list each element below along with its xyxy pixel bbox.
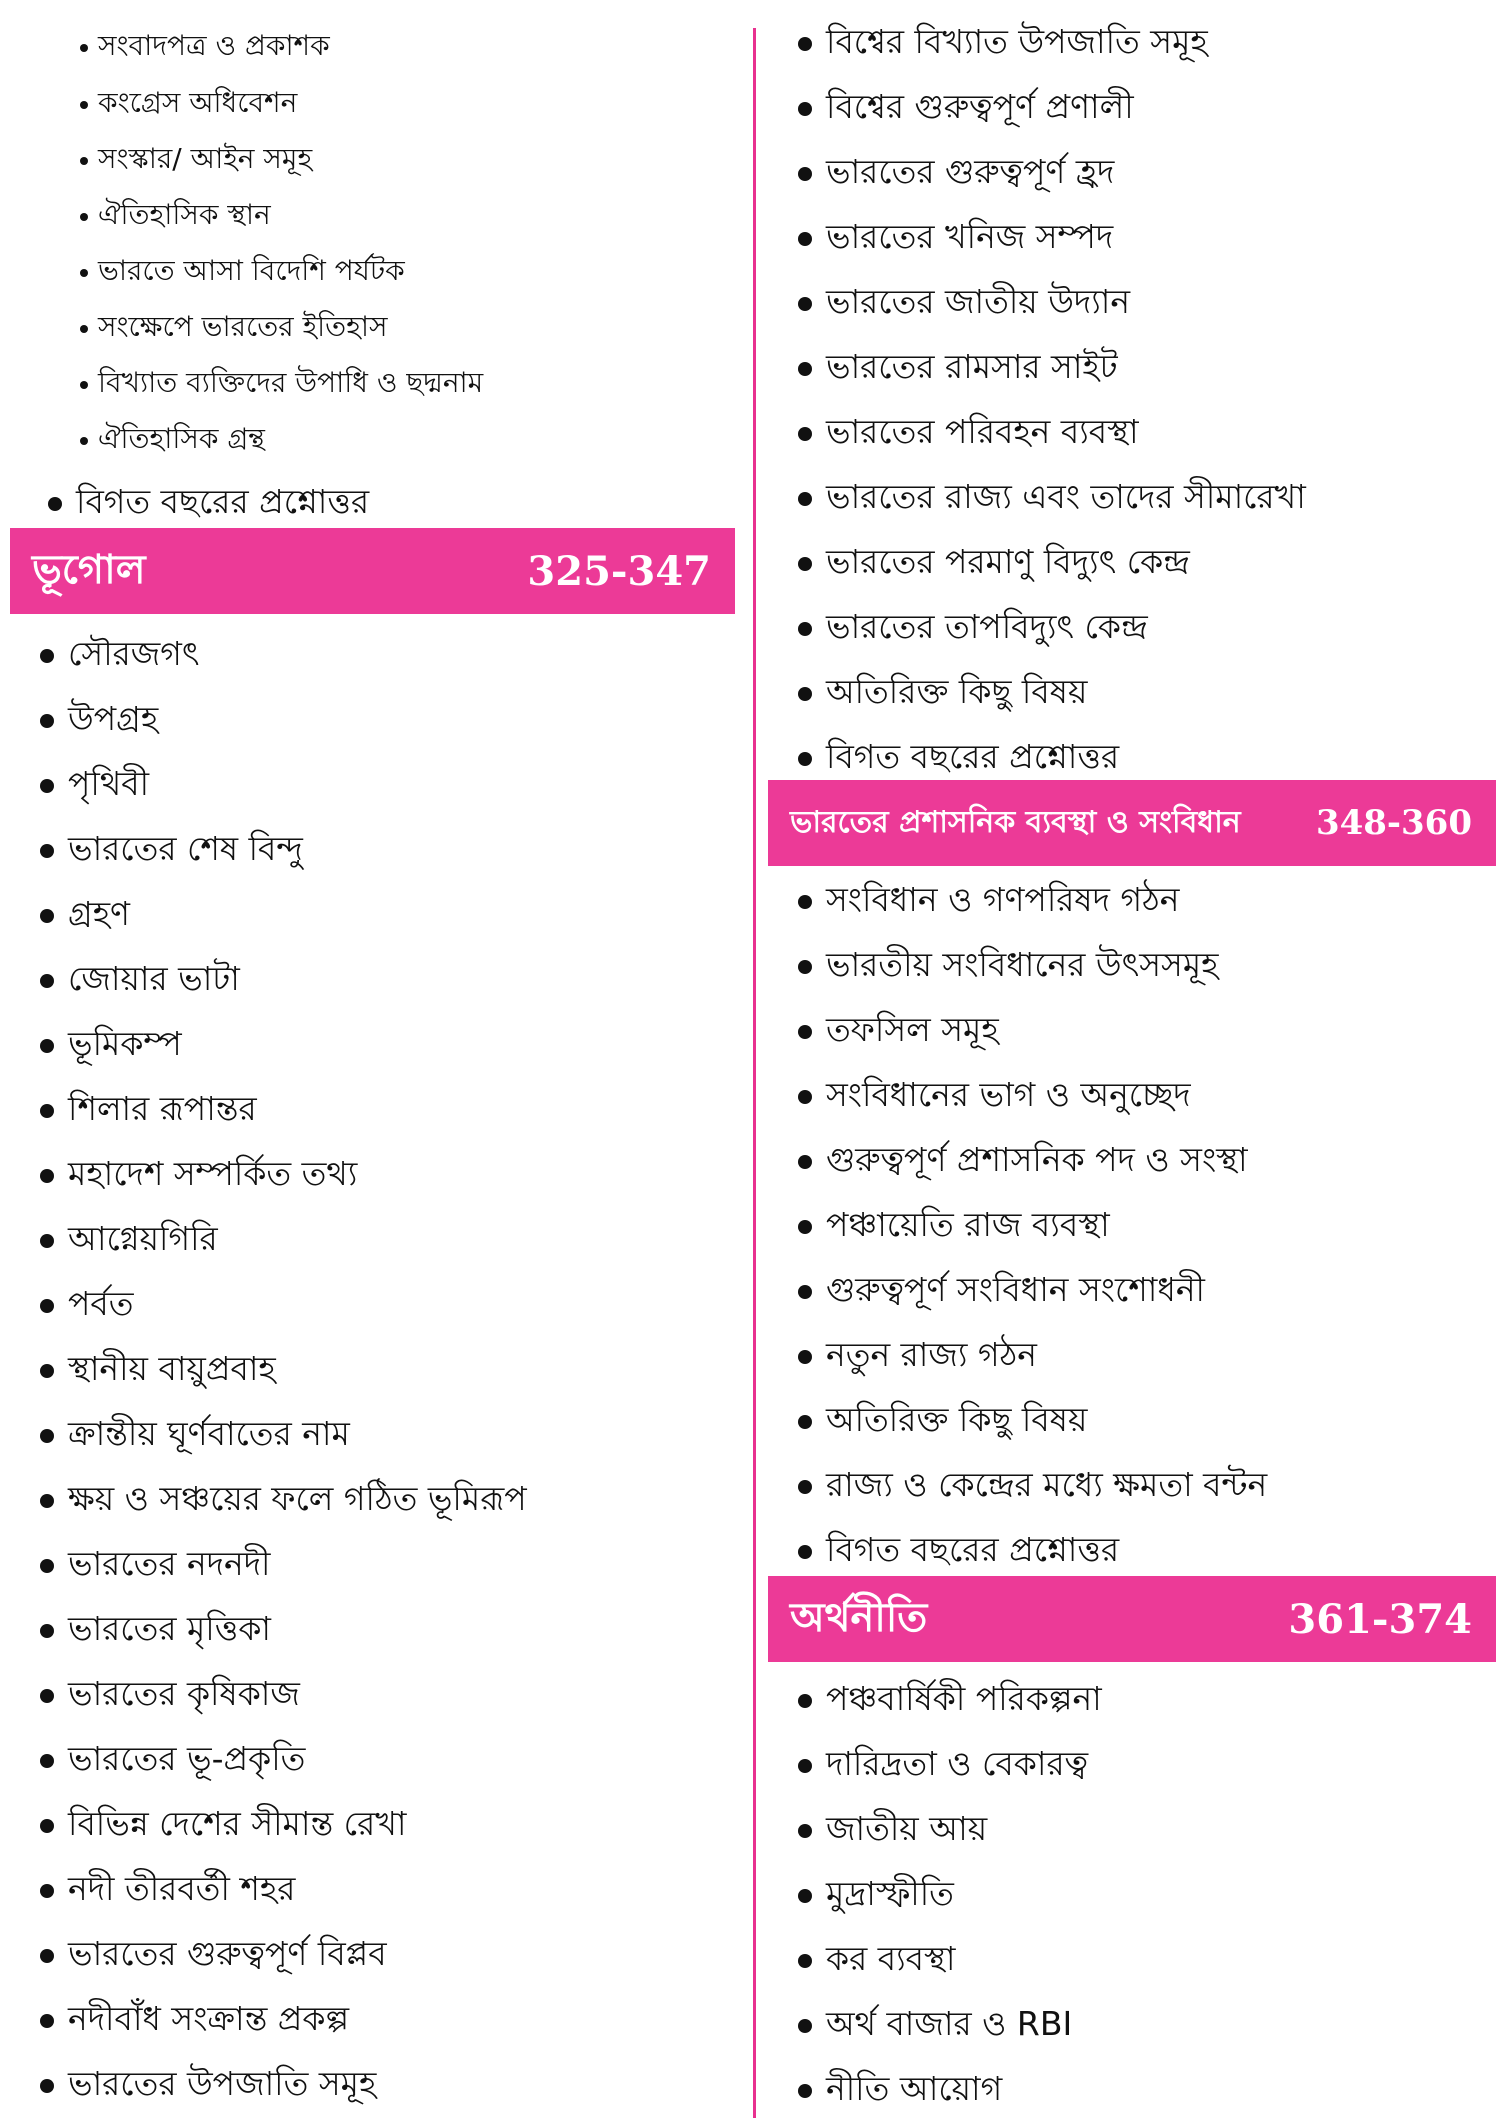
list-item: ভারতে আসা বিদেশি পর্যটক — [80, 249, 405, 296]
list-item: ভারতের রামসার সাইট — [798, 341, 1118, 397]
list-item: গুরুত্বপূর্ণ সংবিধান সংশোধনী — [798, 1264, 1205, 1320]
bullet-icon — [80, 44, 88, 52]
list-item: সংস্কার/ আইন সমূহ — [80, 137, 312, 184]
list-item: অর্থ বাজার ও RBI — [798, 1998, 1072, 2054]
bullet-icon — [80, 437, 88, 445]
bullet-icon — [798, 2084, 812, 2098]
bullet-icon — [40, 1234, 54, 1248]
list-item: মহাদেশ সম্পর্কিত তথ্য — [40, 1148, 357, 1204]
bullet-icon — [40, 909, 54, 923]
section-pages: 361-374 — [1288, 1595, 1472, 1643]
list-item: ভারতের উপজাতি সমূহ — [40, 2058, 376, 2114]
bullet-icon — [798, 1090, 812, 1104]
bullet-icon — [798, 167, 812, 181]
bullet-icon — [798, 1480, 812, 1494]
bullet-icon — [80, 381, 88, 389]
bullet-icon — [40, 1169, 54, 1183]
list-item: ভারতের ভূ-প্রকৃতি — [40, 1733, 305, 1789]
bullet-icon — [798, 1824, 812, 1838]
list-item: ভারতের পরিবহন ব্যবস্থা — [798, 406, 1139, 462]
bullet-icon — [40, 1754, 54, 1768]
list-item: কর ব্যবস্থা — [798, 1933, 955, 1989]
bullet-icon — [40, 2014, 54, 2028]
list-item: বিভিন্ন দেশের সীমান্ত রেখা — [40, 1798, 406, 1854]
bullet-icon — [798, 1694, 812, 1708]
list-item: পঞ্চায়েতি রাজ ব্যবস্থা — [798, 1199, 1110, 1255]
list-item: সংবিধান ও গণপরিষদ গঠন — [798, 874, 1179, 930]
bullet-icon — [798, 1415, 812, 1429]
section-header-administration — [768, 780, 1496, 866]
list-item: নদী তীরবর্তী শহর — [40, 1863, 295, 1919]
section-title: ভূগোল — [32, 546, 146, 593]
list-item: বিশ্বের বিখ্যাত উপজাতি সমূহ — [798, 16, 1208, 72]
section-header-geography — [10, 528, 735, 614]
list-item: অতিরিক্ত কিছু বিষয় — [798, 666, 1087, 722]
list-item: সংক্ষেপে ভারতের ইতিহাস — [80, 305, 388, 352]
bullet-icon — [798, 1350, 812, 1364]
list-item: ক্ষয় ও সঞ্চয়ের ফলে গঠিত ভূমিরূপ — [40, 1473, 527, 1529]
list-item: আগ্নেয়গিরি — [40, 1213, 218, 1269]
list-item: ভারতের নদনদী — [40, 1538, 270, 1594]
list-item: নতুন রাজ্য গঠন — [798, 1329, 1037, 1385]
list-item: ঐতিহাসিক গ্রন্থ — [80, 417, 265, 464]
list-item: বিগত বছরের প্রশ্নোত্তর — [798, 1524, 1119, 1580]
list-item: পৃথিবী — [40, 758, 149, 814]
list-item: ভারতীয় সংবিধানের উৎসসমূহ — [798, 939, 1219, 995]
list-item: অতিরিক্ত কিছু বিষয় — [798, 1394, 1087, 1450]
bullet-icon — [798, 297, 812, 311]
list-item: গ্রহণ — [40, 888, 130, 944]
list-item: নীতি আয়োগ — [798, 2063, 1002, 2119]
column-divider — [753, 28, 756, 2118]
bullet-icon — [40, 1949, 54, 1963]
bullet-icon — [40, 1624, 54, 1638]
bullet-icon — [40, 974, 54, 988]
list-item: স্থানীয় বায়ুপ্রবাহ — [40, 1343, 276, 1399]
section-header-economy — [768, 1576, 1496, 1662]
list-item: বিশ্বের গুরুত্বপূর্ণ প্রণালী — [798, 81, 1134, 137]
section-title: ভারতের প্রশাসনিক ব্যবস্থা ও সংবিধান — [790, 804, 1241, 840]
list-item: জোয়ার ভাটা — [40, 953, 240, 1009]
bullet-icon — [798, 1025, 812, 1039]
list-item: কংগ্রেস অধিবেশন — [80, 81, 297, 128]
list-item: ঐতিহাসিক স্থান — [80, 193, 271, 240]
bullet-icon — [80, 269, 88, 277]
bullet-icon — [798, 557, 812, 571]
bullet-icon — [40, 1039, 54, 1053]
list-item: দারিদ্রতা ও বেকারত্ব — [798, 1738, 1088, 1794]
bullet-icon — [798, 622, 812, 636]
bullet-icon — [798, 37, 812, 51]
section-pages: 325-347 — [527, 547, 711, 595]
bullet-icon — [40, 844, 54, 858]
bullet-icon — [40, 649, 54, 663]
list-item: ভারতের খনিজ সম্পদ — [798, 211, 1113, 267]
bullet-icon — [40, 1819, 54, 1833]
list-item: সৌরজগৎ — [40, 628, 200, 684]
list-item: বিখ্যাত ব্যক্তিদের উপাধি ও ছদ্মনাম — [80, 361, 483, 408]
list-item: উপগ্রহ — [40, 693, 158, 749]
bullet-icon — [798, 1954, 812, 1968]
bullet-icon — [40, 1364, 54, 1378]
list-item: রাজ্য ও কেন্দ্রের মধ্যে ক্ষমতা বন্টন — [798, 1459, 1267, 1515]
bullet-icon — [798, 362, 812, 376]
list-item: ক্রান্তীয় ঘূর্ণবাতের নাম — [40, 1408, 350, 1464]
list-item: পর্বত — [40, 1278, 134, 1334]
bullet-icon — [798, 2019, 812, 2033]
list-item: ভূমিকম্প — [40, 1018, 182, 1074]
bullet-icon — [40, 1299, 54, 1313]
bullet-icon — [40, 1689, 54, 1703]
bullet-icon — [798, 752, 812, 766]
section-pages: 348-360 — [1315, 803, 1472, 843]
bullet-icon — [80, 101, 88, 109]
bullet-icon — [40, 779, 54, 793]
list-item: বিগত বছরের প্রশ্নোত্তর — [798, 731, 1119, 787]
section-title: অর্থনীতি — [790, 1594, 928, 1641]
bullet-icon — [798, 1759, 812, 1773]
bullet-icon — [80, 325, 88, 333]
bullet-icon — [798, 687, 812, 701]
list-item: ভারতের শেষ বিন্দু — [40, 823, 303, 879]
list-item: সংবাদপত্র ও প্রকাশক — [80, 24, 330, 71]
list-item: জাতীয় আয় — [798, 1803, 987, 1859]
bullet-icon — [40, 714, 54, 728]
list-item: তফসিল সমূহ — [798, 1004, 999, 1060]
list-item: ভারতের তাপবিদ্যুৎ কেন্দ্র — [798, 601, 1148, 657]
list-item: সংবিধানের ভাগ ও অনুচ্ছেদ — [798, 1069, 1191, 1125]
bullet-icon — [798, 492, 812, 506]
list-item: বিগত বছরের প্রশ্নোত্তর — [48, 476, 369, 532]
bullet-icon — [798, 1889, 812, 1903]
list-item: ভারতের গুরুত্বপূর্ণ হ্রদ — [798, 146, 1114, 202]
bullet-icon — [80, 213, 88, 221]
bullet-icon — [798, 895, 812, 909]
list-item: ভারতের কৃষিকাজ — [40, 1668, 300, 1724]
list-item: নদীবাঁধ সংক্রান্ত প্রকল্প — [40, 1993, 349, 2049]
list-item: ভারতের পরমাণু বিদ্যুৎ কেন্দ্র — [798, 536, 1190, 592]
list-item: পঞ্চবার্ষিকী পরিকল্পনা — [798, 1673, 1102, 1729]
bullet-icon — [798, 232, 812, 246]
list-item: ভারতের জাতীয় উদ্যান — [798, 276, 1130, 332]
list-item: গুরুত্বপূর্ণ প্রশাসনিক পদ ও সংস্থা — [798, 1134, 1248, 1190]
bullet-icon — [40, 1104, 54, 1118]
bullet-icon — [40, 1884, 54, 1898]
bullet-icon — [798, 1285, 812, 1299]
bullet-icon — [40, 1429, 54, 1443]
bullet-icon — [40, 1559, 54, 1573]
bullet-icon — [798, 1545, 812, 1559]
bullet-icon — [798, 1155, 812, 1169]
list-item: ভারতের মৃত্তিকা — [40, 1603, 271, 1659]
bullet-icon — [40, 1494, 54, 1508]
bullet-icon — [40, 2079, 54, 2093]
list-item: ভারতের রাজ্য এবং তাদের সীমারেখা — [798, 471, 1306, 527]
bullet-icon — [80, 157, 88, 165]
bullet-icon — [798, 102, 812, 116]
bullet-icon — [48, 497, 62, 511]
list-item: ভারতের গুরুত্বপূর্ণ বিপ্লব — [40, 1928, 387, 1984]
bullet-icon — [798, 427, 812, 441]
list-item: শিলার রূপান্তর — [40, 1083, 257, 1139]
bullet-icon — [798, 960, 812, 974]
bullet-icon — [798, 1220, 812, 1234]
list-item: মুদ্রাস্ফীতি — [798, 1868, 954, 1924]
